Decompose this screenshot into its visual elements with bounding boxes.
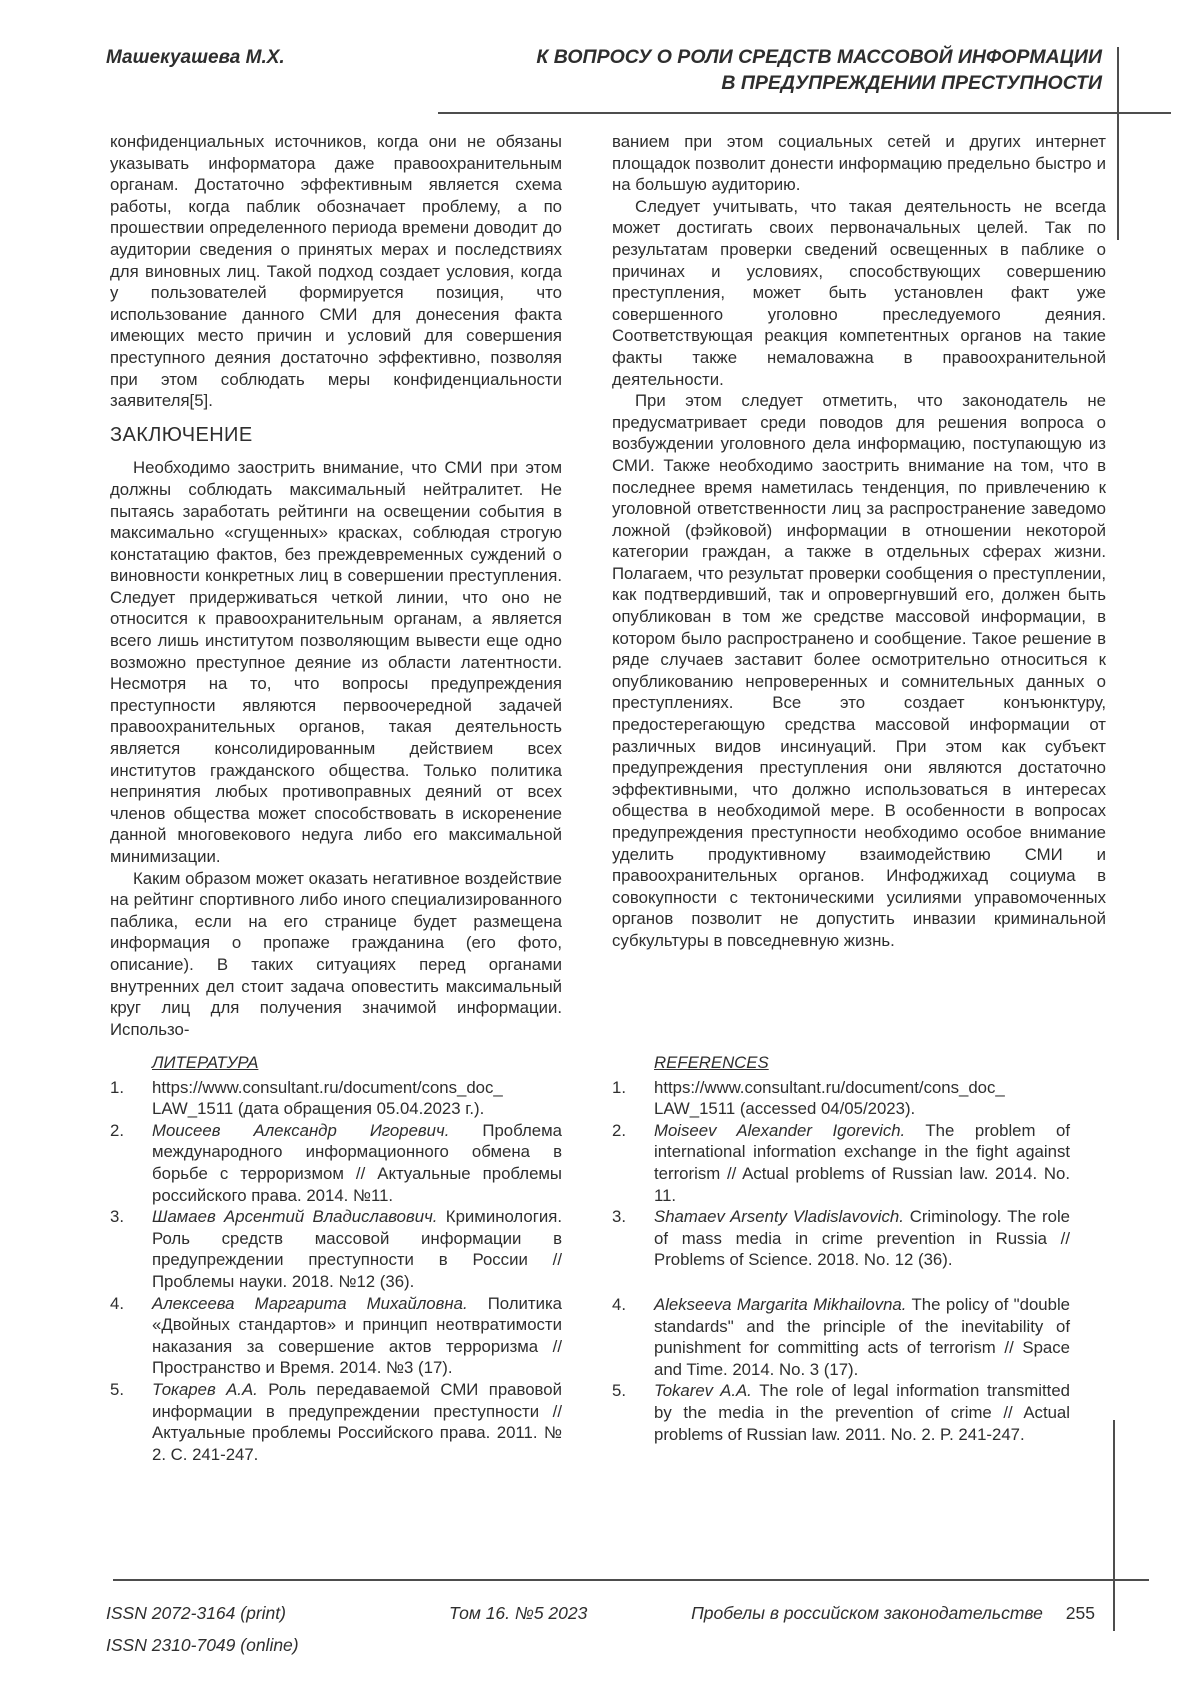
reference-item-number: 3. [612, 1207, 626, 1227]
literature-item-text [152, 1077, 562, 1120]
right-text-column [612, 131, 1106, 952]
reference-item-number: 2. [612, 1120, 626, 1140]
footer-volume: Том 16. №5 2023 [449, 1603, 588, 1623]
reference-item-body: https://www.consultant.ru/document/cons_doc_ LAW_1511 (accessed 04/05/2023). [654, 1077, 1005, 1119]
reference-item-text [654, 1294, 1070, 1380]
header-rule [438, 112, 1171, 114]
literature-item-number: 2. [110, 1120, 124, 1140]
literature-item-number: 4. [110, 1293, 124, 1313]
reference-item-text [654, 1206, 1070, 1271]
literature-item-author: Моисеев Александр Игоревич. [152, 1120, 450, 1140]
left-text-column [110, 131, 562, 1040]
literature-item-text [152, 1206, 562, 1292]
literature-item-body: Проблема международного информационного обмена в борьбе с терроризмом // Актуальные проблемы российского права. 2014. №11. [152, 1120, 562, 1205]
reference-item-author: Alekseeva Margarita Mikhailovna. [654, 1294, 907, 1314]
literature-item-body: https://www.consultant.ru/document/cons_doc_ LAW_1511 (дата обращения 05.04.2023 г.). [152, 1077, 503, 1119]
body-paragraph: Необходимо заострить внимание, что СМИ при этом должны соблюдать максимальный нейтралитет. Не пытаясь заработать рейтинги на освещении события в максимально «сгущенных» красках, соблюдая строгую констатацию фактов, без преждевременных суждений о виновности конкретных лиц в совершении преступления. Следует придерживаться четкой линии, что оно не относится к правоохранительным органам, а является всего лишь институтом позволяющим вывести еще одно возможно преступное деяние из области латентности. Несмотря на то, что вопросы предупреждения преступности являются первоочередной задачей правоохранительных органов, такая деятельность является консолидированным действием всех институтов гражданского общества. Только политика непринятия любых противоправных деяний от всех членов общества может способствовать в искоренение данной многовекового недуга либо его максимальной минимизации. [110, 458, 562, 866]
footer-journal-block [691, 1597, 1095, 1629]
body-paragraph: ванием при этом социальных сетей и других интернет площадок позволит донести информацию предельно быстро и на большую аудиторию. [612, 132, 1106, 195]
reference-item [612, 1380, 1070, 1445]
literature-heading: ЛИТЕРАТУРА [152, 1053, 259, 1072]
reference-item-body: The policy of "double standards" and the principle of the inevitability of punishment for committing acts of terrorism // Space and Time. 2014. No. 3 (17). [654, 1294, 1071, 1379]
footer-page-number: 255 [1065, 1603, 1095, 1623]
literature-item [110, 1077, 562, 1120]
references-heading: REFERENCES [654, 1053, 769, 1072]
footer-issn-block [106, 1597, 299, 1661]
footer-issn-online: ISSN 2310-7049 (online) [106, 1635, 299, 1655]
running-head-title-line2: В ПРЕДУПРЕЖДЕНИИ ПРЕСТУПНОСТИ [721, 72, 1102, 94]
running-head-title-line1: К ВОПРОСУ О РОЛИ СРЕДСТВ МАССОВОЙ ИНФОРМАЦИИ [536, 46, 1102, 68]
reference-item [612, 1077, 1070, 1120]
running-head-author: Машекуашева М.Х. [106, 47, 285, 68]
literature-item-number: 3. [110, 1207, 124, 1227]
literature-item-text [152, 1293, 562, 1379]
right-margin-rule-top [1117, 47, 1119, 240]
reference-item-number: 1. [612, 1077, 626, 1097]
body-paragraph: При этом следует отметить, что законодатель не предусматривает среди поводов для решения вопроса о возбуждении уголовного дела информацию, поступающую из СМИ. Также необходимо заострить внимание на том, что в последнее время наметилась тенденция, по привлечению к уголовной ответственности лиц за распространение заведомо ложной (фэйковой) информации в отношении некоторой категории граждан, а также в отдельных сферах жизни. Полагаем, что результат проверки сообщения о преступлении, как подтвердивший, так и опровергнувший его, должен быть опубликован в том же средстве массовой информации, в котором было распространено и сообщение. Такое решение в ряде случаев заставит более осмотрительно относиться к опубликованию непроверенных и сомнительных данных о преступлениях. Все это создает конъюнктуру, предостерегающую средства массовой информации от различных видов инсинуаций. При этом как субъект предупреждения преступления они являются достаточно эффективными, что должно использоваться в интересах общества в необходимой мере. В особенности в вопросах предупреждения преступности необходимо особое внимание уделить продуктивному взаимодействию СМИ и правоохранительных органов. Инфоджихад социума в совокупности с тектоническими усилиями управомоченных органов позволит не допустить инвазии криминальной субкультуры в повседневную жизнь. [612, 391, 1106, 950]
body-paragraph: конфиденциальных источников, когда они не обязаны указывать информатора даже правоохранительным органам. Достаточно эффективным является схема работы, когда паблик обозначает проблему, а по прошествии определенного периода времени доводит до аудитории сведения о принятых мерах и последствиях для виновных лиц. Такой подход создает условия, когда у пользователей формируется позиция, что использование данного СМИ для донесения факта имеющих место причин и условий для совершения преступного деяния достаточно эффективно, позволяя при этом соблюдать меры конфиденциальности заявителя[5]. [110, 132, 562, 411]
reference-item-author: Shamaev Arsenty Vladislavovich. [654, 1207, 904, 1227]
literature-section [110, 1052, 562, 1465]
reference-item-body: The role of legal information transmitted by the media in the prevention of crime // Actual problems of Russian law. 2011. No. 2. P. 241-247. [654, 1381, 1071, 1444]
reference-item-number: 4. [612, 1294, 626, 1314]
literature-item-author: Шамаев Арсентий Владиславович. [152, 1207, 438, 1227]
literature-item-body: Криминология. Роль средств массовой информации в предупреждении преступности в России // Проблемы науки. 2018. №12 (36). [152, 1207, 562, 1291]
reference-item-body: The problem of international information exchange in the fight against terrorism // Actual problems of Russian law. 2014. No. 11. [654, 1120, 1070, 1205]
literature-item [110, 1120, 562, 1206]
footer-journal-title: Пробелы в российском законодательстве [691, 1603, 1043, 1623]
literature-item-text [152, 1120, 562, 1206]
literature-item-number: 5. [110, 1379, 124, 1399]
reference-item-body: Criminology. The role of mass media in crime prevention in Russia // Problems of Science. 2018. No. 12 (36). [654, 1207, 1071, 1270]
literature-item-author: Алексеева Маргарита Михайловна. [152, 1293, 468, 1313]
running-head-title [482, 44, 1102, 96]
reference-item [612, 1120, 1070, 1206]
literature-item-author: Токарев А.А. [152, 1379, 258, 1399]
reference-item-author: Tokarev A.A. [654, 1381, 752, 1401]
body-paragraph: Каким образом может оказать негативное воздействие на рейтинг спортивного либо иного специализированного паблика, если на его странице будет размещена информация о пропаже гражданина (его фото, описание). В таких ситуациях перед органами внутренних дел стоит задача оповестить максимальный круг лиц для получения значимой информации. Использо- [110, 868, 562, 1039]
reference-item [612, 1206, 1070, 1271]
body-paragraph: Следует учитывать, что такая деятельность не всегда может достигать своих первоначальных целей. Так по результатам проверки сведений освещенных в паблике о причинах и условиях, способствующих совершению преступления, может быть установлен факт уже совершенного уголовно преследуемого деяния. Соответствующая реакция компетентных органов на такие факты также немаловажна в правоохранительной деятельности. [612, 196, 1106, 389]
literature-item [110, 1206, 562, 1292]
reference-item-number: 5. [612, 1381, 626, 1401]
section-heading-conclusion: ЗАКЛЮЧЕНИЕ [110, 423, 253, 446]
literature-item-body: Роль передаваемой СМИ правовой информации в предупреждении преступности // Актуальные проблемы Российского права. 2011. № 2. С. 241-247. [152, 1379, 562, 1464]
literature-item-body: Политика «Двойных стандартов» и принцип неотвратимости наказания за совершение актов терроризма // Пространство и Время. 2014. №3 (17). [152, 1293, 562, 1378]
reference-item [612, 1294, 1070, 1380]
references-section [612, 1052, 1070, 1445]
reference-item-author: Moiseev Alexander Igorevich. [654, 1120, 906, 1140]
footer-rule [113, 1579, 1149, 1581]
reference-item-text [654, 1077, 1070, 1120]
reference-item-text [654, 1380, 1070, 1445]
literature-item [110, 1293, 562, 1379]
footer-issn-print: ISSN 2072-3164 (print) [106, 1603, 286, 1623]
literature-item-number: 1. [110, 1077, 124, 1097]
right-margin-rule-bottom [1113, 1420, 1115, 1631]
literature-item-text [152, 1379, 562, 1465]
reference-item-text [654, 1120, 1070, 1206]
literature-item [110, 1379, 562, 1465]
